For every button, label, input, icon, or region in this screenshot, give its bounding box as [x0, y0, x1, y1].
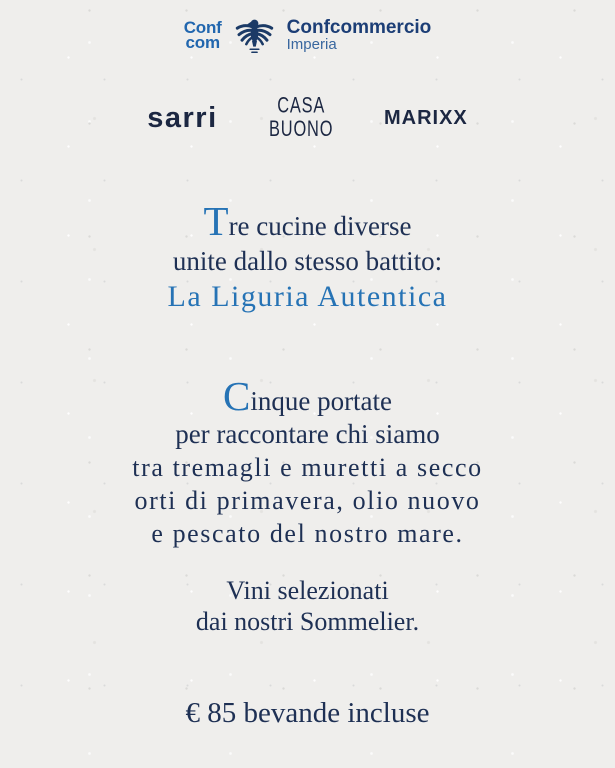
description-line3: tra tremagli e muretti a secco	[132, 453, 483, 482]
confcommercio-eagle-icon	[233, 14, 276, 57]
description-line4: orti di primavera, olio nuovo	[134, 486, 481, 515]
intro-dropcap: T	[203, 198, 229, 244]
org-block	[287, 18, 432, 53]
wine-line1: Vini selezionati	[226, 576, 389, 605]
logo-casa-buono-line2: BUONO	[268, 116, 333, 142]
intro-text-block	[167, 198, 448, 314]
wine-line2: dai nostri Sommelier.	[195, 607, 420, 636]
price-block	[185, 697, 429, 730]
logo-marixx: MARIXX	[383, 106, 468, 129]
logo-sarri: sarri	[147, 101, 218, 134]
description-line1-rest: inque portate	[250, 386, 393, 416]
org-location: Imperia	[286, 35, 337, 53]
intro-line1-rest: re cucine diverse	[228, 211, 412, 241]
logo-casa-buono-line1: CASA	[276, 93, 325, 118]
description-line2: per raccontare chi siamo	[175, 419, 440, 449]
logo-casa-buono	[269, 94, 333, 141]
confcom-badge	[184, 20, 222, 50]
description-line5: e pescato del nostro mare.	[151, 519, 464, 548]
description-line1	[132, 373, 482, 419]
confcommercio-header	[184, 13, 432, 57]
description-text-block	[132, 373, 483, 550]
price-text: € 85 bevande incluse	[185, 697, 430, 729]
intro-highlight: La Liguria Autentica	[167, 280, 448, 313]
intro-line2: unite dallo stesso battito:	[172, 246, 443, 276]
description-dropcap: C	[222, 373, 251, 419]
confcom-badge-line1: Conf	[183, 18, 222, 37]
partner-logos-row	[147, 89, 468, 147]
intro-line1	[168, 198, 448, 244]
org-name: Confcommercio	[286, 16, 432, 38]
wine-text-block	[196, 575, 419, 637]
confcom-badge-line2: com	[185, 33, 220, 52]
